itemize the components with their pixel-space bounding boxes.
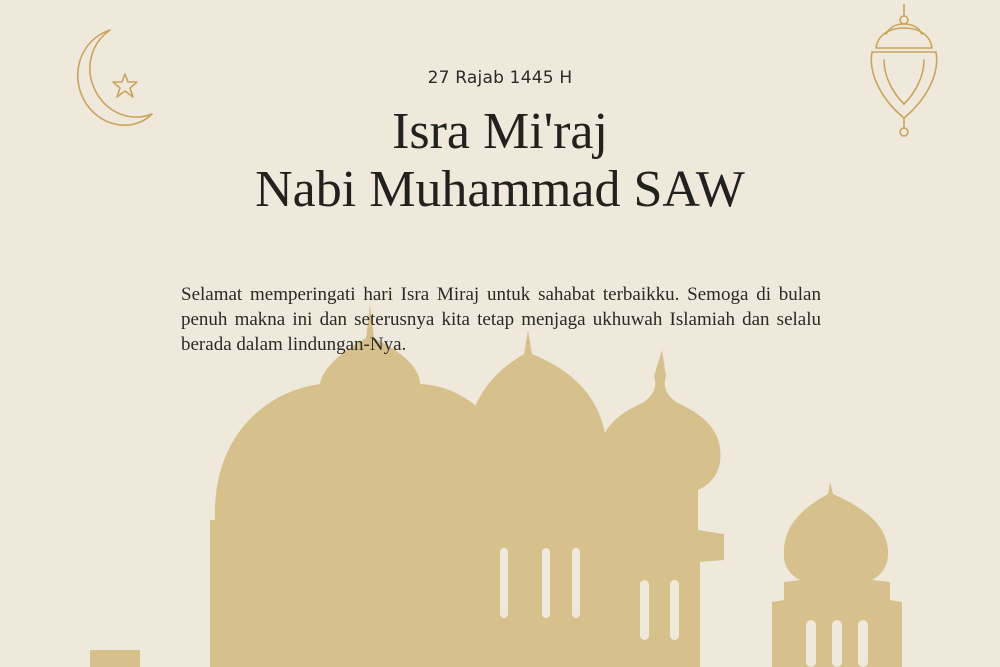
title-line-2: Nabi Muhammad SAW bbox=[255, 161, 745, 218]
hijri-date: 27 Rajab 1445 H bbox=[427, 68, 573, 88]
greeting-message: Selamat memperingati hari Isra Miraj untuk sahabat terbaikku. Semoga di bulan penuh makna ini dan seterusnya kita tetap menjaga ukhuwah Islamiah dan selalu berada dalam lindungan-Nya. bbox=[181, 284, 821, 355]
crescent-moon-star-icon bbox=[62, 22, 157, 132]
hanging-lantern-icon bbox=[862, 4, 944, 138]
title-line-1: Isra Mi'raj bbox=[392, 103, 608, 160]
